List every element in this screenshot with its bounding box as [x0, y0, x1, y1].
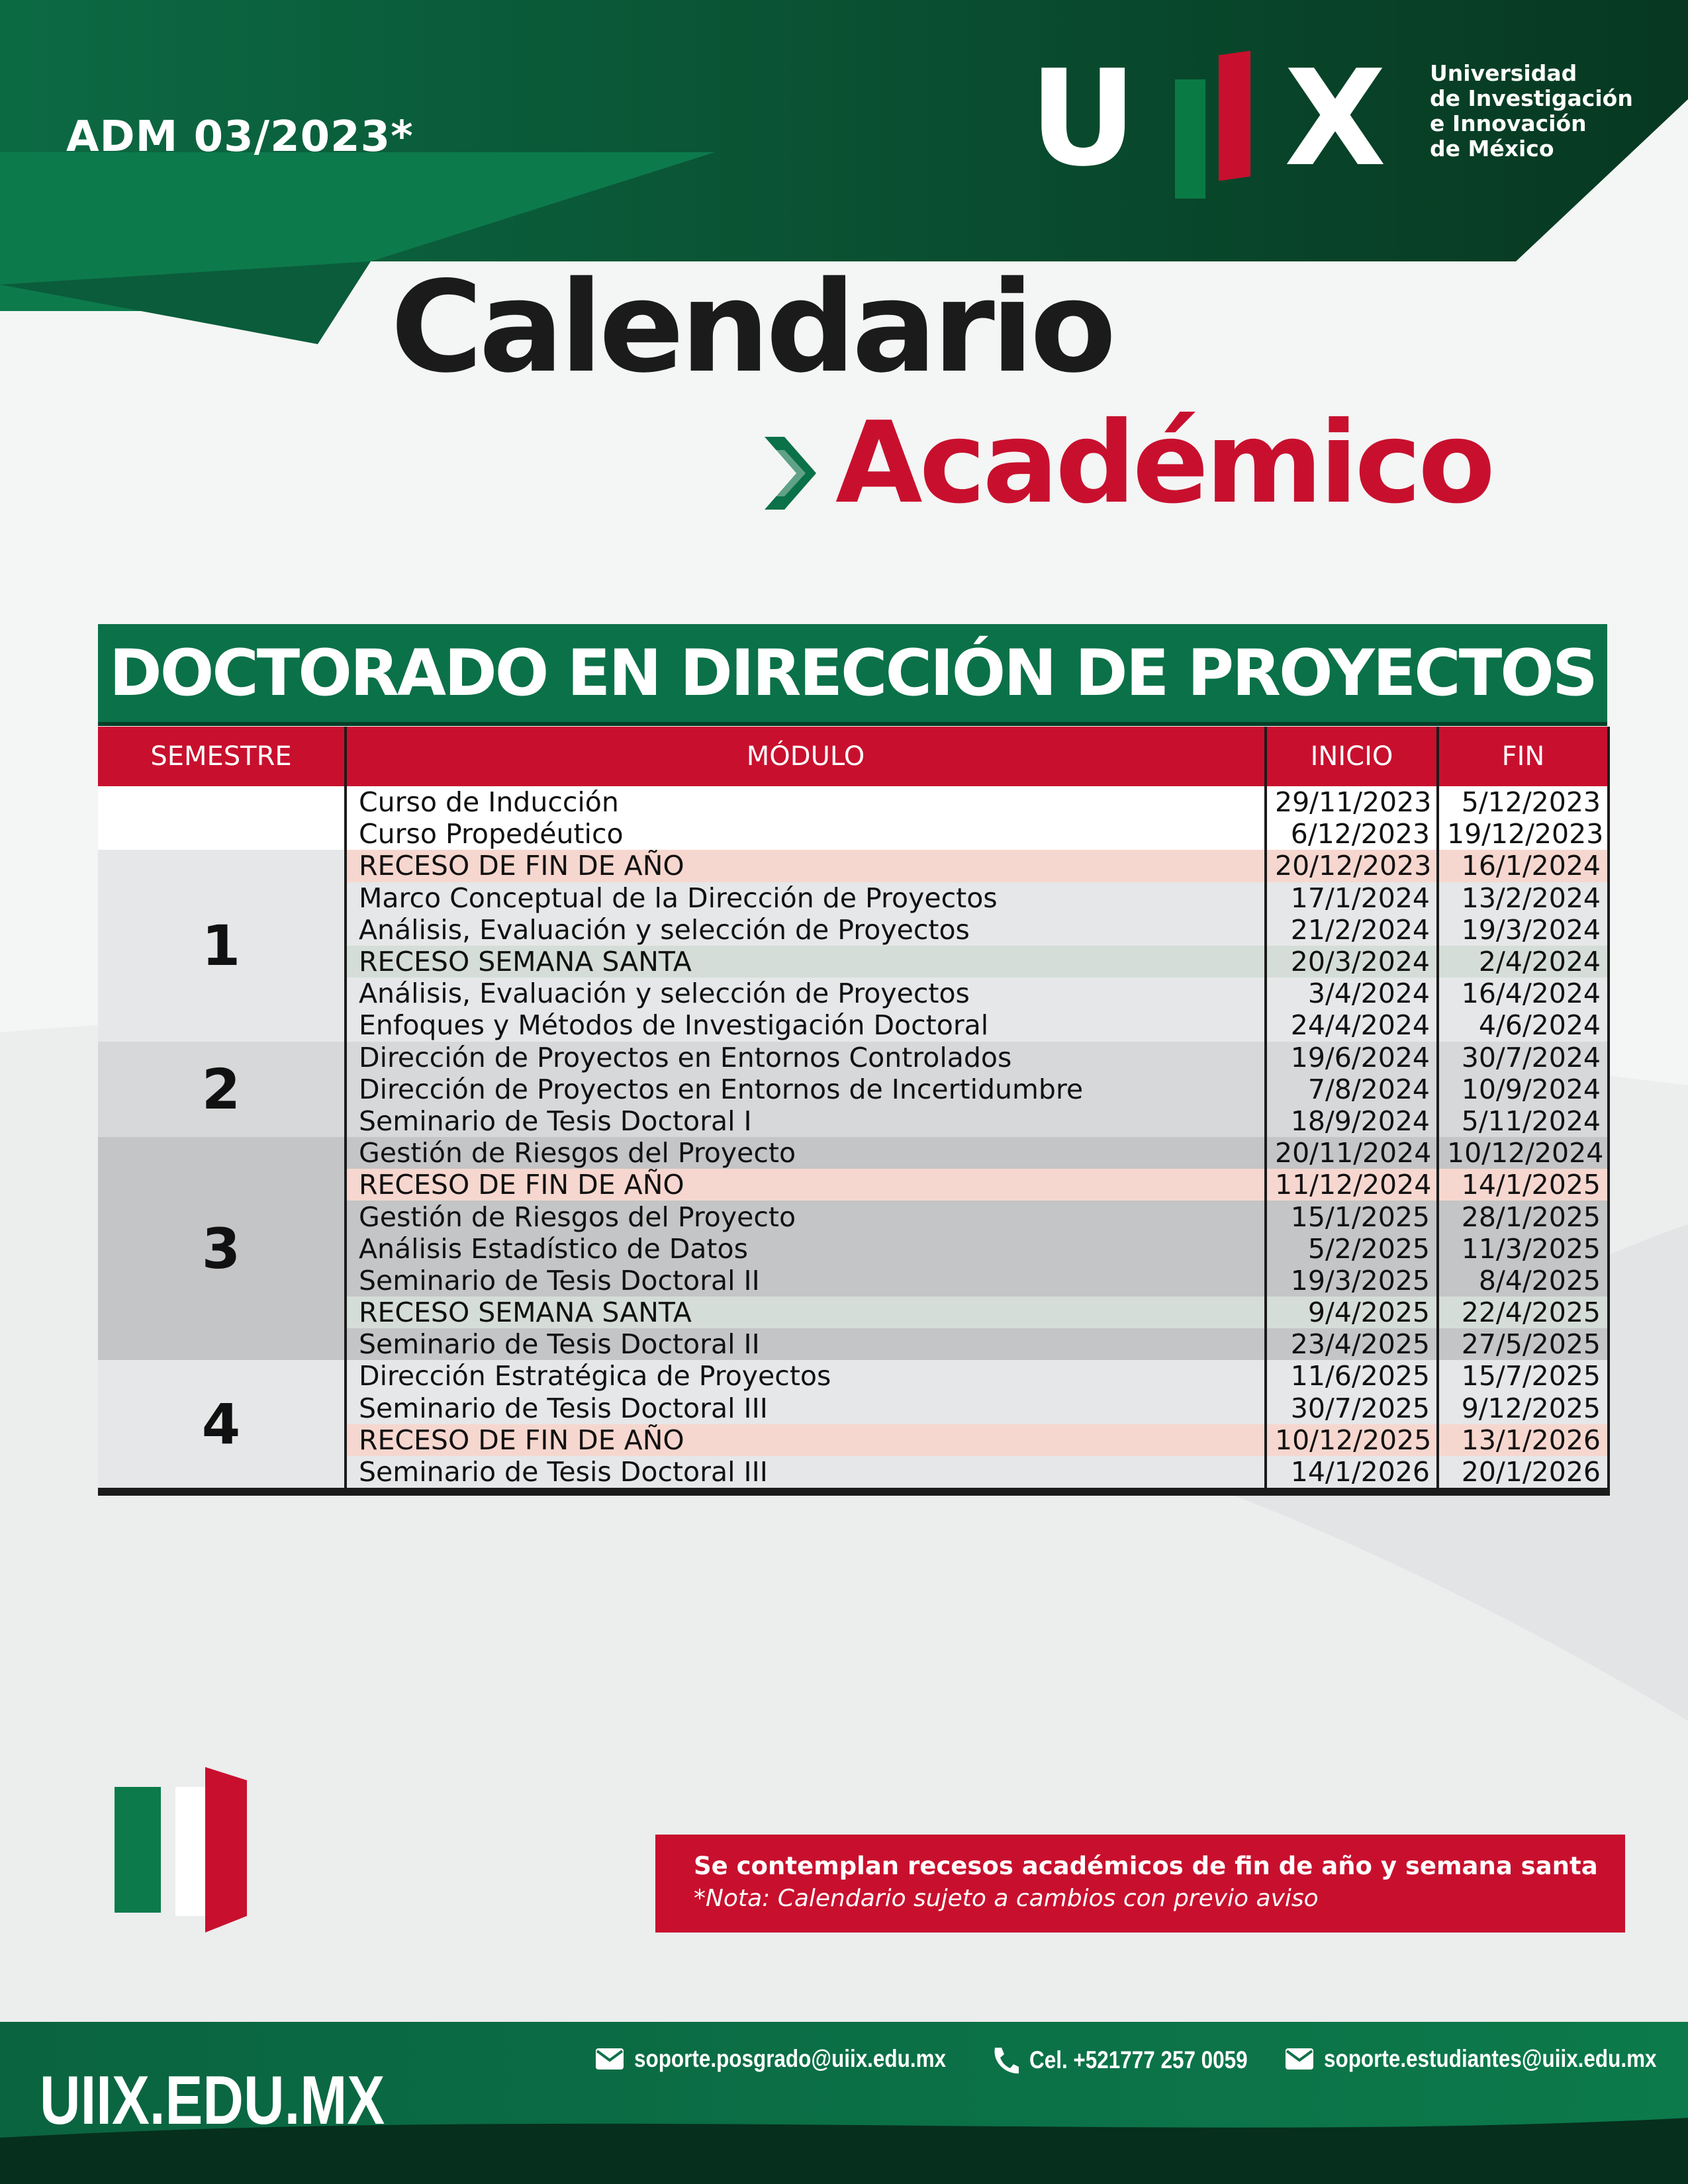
module-cell: Seminario de Tesis Doctoral II	[346, 1328, 1266, 1360]
module-cell: Seminario de Tesis Doctoral III	[346, 1392, 1266, 1424]
start-date-cell: 20/3/2024	[1266, 946, 1438, 978]
semester-label: 1	[98, 850, 346, 1041]
end-date-cell: 22/4/2025	[1438, 1297, 1609, 1328]
module-cell: Gestión de Riesgos del Proyecto	[346, 1137, 1266, 1169]
header-end: FIN	[1438, 727, 1609, 786]
start-date-cell: 23/4/2025	[1266, 1328, 1438, 1360]
logo-red-bar	[1219, 51, 1250, 181]
module-cell: Dirección de Proyectos en Entornos de Incertidumbre	[346, 1073, 1266, 1105]
start-date-cell: 20/11/2024	[1266, 1137, 1438, 1169]
note-disclaimer: *Nota: Calendario sujeto a cambios con previo aviso	[694, 1885, 1319, 1912]
title-academico: Académico	[835, 398, 1493, 529]
start-date-cell: 18/9/2024	[1266, 1105, 1438, 1137]
module-cell: Gestión de Riesgos del Proyecto	[346, 1201, 1266, 1232]
end-date-cell: 30/7/2024	[1438, 1042, 1609, 1073]
header-module: MÓDULO	[346, 727, 1266, 786]
end-date-cell: 11/3/2025	[1438, 1233, 1609, 1265]
start-date-cell: 30/7/2025	[1266, 1392, 1438, 1424]
logo-letter-u: U	[1029, 42, 1137, 196]
module-cell: Análisis Estadístico de Datos	[346, 1233, 1266, 1265]
end-date-cell: 19/12/2023	[1438, 818, 1609, 850]
module-cell: Curso Propedéutico	[346, 818, 1266, 850]
mail-icon	[1284, 2047, 1315, 2071]
module-cell: Marco Conceptual de la Dirección de Proyectos	[346, 882, 1266, 914]
start-date-cell: 17/1/2024	[1266, 882, 1438, 914]
module-cell: RECESO DE FIN DE AÑO	[346, 850, 1266, 882]
calendar-table	[98, 727, 1610, 1496]
semester-label: 2	[98, 1042, 346, 1138]
end-date-cell: 8/4/2025	[1438, 1265, 1609, 1297]
mail-icon	[594, 2047, 625, 2071]
start-date-cell: 14/1/2026	[1266, 1456, 1438, 1492]
table-row	[98, 1360, 1609, 1392]
start-date-cell: 11/12/2024	[1266, 1169, 1438, 1201]
table-row	[98, 786, 1609, 818]
semester-label	[98, 786, 346, 850]
university-logo[interactable]	[1029, 42, 1688, 196]
start-date-cell: 29/11/2023	[1266, 786, 1438, 818]
end-date-cell: 27/5/2025	[1438, 1328, 1609, 1360]
title-calendario: Calendario	[391, 254, 1113, 400]
module-cell: RECESO DE FIN DE AÑO	[346, 1424, 1266, 1456]
calendar-body	[98, 786, 1609, 1492]
start-date-cell: 19/6/2024	[1266, 1042, 1438, 1073]
recess-note-box	[655, 1835, 1625, 1933]
contact-phone[interactable]: Cel. +521777 257 0059	[990, 2045, 1286, 2075]
end-date-cell: 13/2/2024	[1438, 882, 1609, 914]
start-date-cell: 9/4/2025	[1266, 1297, 1438, 1328]
start-date-cell: 15/1/2025	[1266, 1201, 1438, 1232]
end-date-cell: 14/1/2025	[1438, 1169, 1609, 1201]
module-cell: Dirección de Proyectos en Entornos Controlados	[346, 1042, 1266, 1073]
end-date-cell: 16/4/2024	[1438, 978, 1609, 1009]
end-date-cell: 5/11/2024	[1438, 1105, 1609, 1137]
module-cell: Seminario de Tesis Doctoral III	[346, 1456, 1266, 1492]
end-date-cell: 28/1/2025	[1438, 1201, 1609, 1232]
semester-label: 4	[98, 1360, 346, 1492]
header-semester: SEMESTRE	[98, 727, 346, 786]
start-date-cell: 24/4/2024	[1266, 1009, 1438, 1041]
module-cell: Análisis, Evaluación y selección de Proyectos	[346, 978, 1266, 1009]
table-row	[98, 1042, 1609, 1073]
header-start: INICIO	[1266, 727, 1438, 786]
module-cell: Enfoques y Métodos de Investigación Doctoral	[346, 1009, 1266, 1041]
contact-email-posgrado[interactable]: soporte.posgrado@uiix.edu.mx	[594, 2045, 1001, 2073]
start-date-cell: 6/12/2023	[1266, 818, 1438, 850]
contact-email-estudiantes[interactable]: soporte.estudiantes@uiix.edu.mx	[1284, 2045, 1688, 2073]
chevron-right-icon	[765, 437, 818, 510]
website-link[interactable]: UIIX.EDU.MX	[40, 2062, 385, 2139]
module-cell: Seminario de Tesis Doctoral II	[346, 1265, 1266, 1297]
end-date-cell: 13/1/2026	[1438, 1424, 1609, 1456]
module-cell: RECESO SEMANA SANTA	[346, 1297, 1266, 1328]
start-date-cell: 10/12/2025	[1266, 1424, 1438, 1456]
end-date-cell: 19/3/2024	[1438, 914, 1609, 946]
start-date-cell: 11/6/2025	[1266, 1360, 1438, 1392]
module-cell: Análisis, Evaluación y selección de Proyectos	[346, 914, 1266, 946]
end-date-cell: 9/12/2025	[1438, 1392, 1609, 1424]
start-date-cell: 19/3/2025	[1266, 1265, 1438, 1297]
table-row	[98, 1137, 1609, 1169]
start-date-cell: 7/8/2024	[1266, 1073, 1438, 1105]
end-date-cell: 10/12/2024	[1438, 1137, 1609, 1169]
logo-letter-x: X	[1284, 42, 1387, 196]
start-date-cell: 5/2/2025	[1266, 1233, 1438, 1265]
module-cell: Dirección Estratégica de Proyectos	[346, 1360, 1266, 1392]
module-cell: Curso de Inducción	[346, 786, 1266, 818]
mexico-flag-icon	[115, 1767, 254, 1939]
program-title: DOCTORADO EN DIRECCIÓN DE PROYECTOS	[98, 624, 1607, 722]
end-date-cell: 2/4/2024	[1438, 946, 1609, 978]
semester-label: 3	[98, 1137, 346, 1360]
end-date-cell: 15/7/2025	[1438, 1360, 1609, 1392]
start-date-cell: 3/4/2024	[1266, 978, 1438, 1009]
logo-green-bar	[1175, 79, 1205, 199]
end-date-cell: 5/12/2023	[1438, 786, 1609, 818]
module-cell: RECESO DE FIN DE AÑO	[346, 1169, 1266, 1201]
table-row-receso	[98, 850, 1609, 882]
end-date-cell: 16/1/2024	[1438, 850, 1609, 882]
note-recess-text: Se contemplan recesos académicos de fin de año y semana santa	[694, 1852, 1598, 1880]
end-date-cell: 20/1/2026	[1438, 1456, 1609, 1492]
start-date-cell: 21/2/2024	[1266, 914, 1438, 946]
module-cell: RECESO SEMANA SANTA	[346, 946, 1266, 978]
logo-university-name: Universidad de Investigación e Innovación de México	[1430, 60, 1633, 161]
start-date-cell: 20/12/2023	[1266, 850, 1438, 882]
phone-icon	[990, 2045, 1020, 2075]
admission-code: ADM 03/2023*	[66, 113, 414, 161]
end-date-cell: 4/6/2024	[1438, 1009, 1609, 1041]
table-header-row	[98, 727, 1609, 786]
module-cell: Seminario de Tesis Doctoral I	[346, 1105, 1266, 1137]
end-date-cell: 10/9/2024	[1438, 1073, 1609, 1105]
